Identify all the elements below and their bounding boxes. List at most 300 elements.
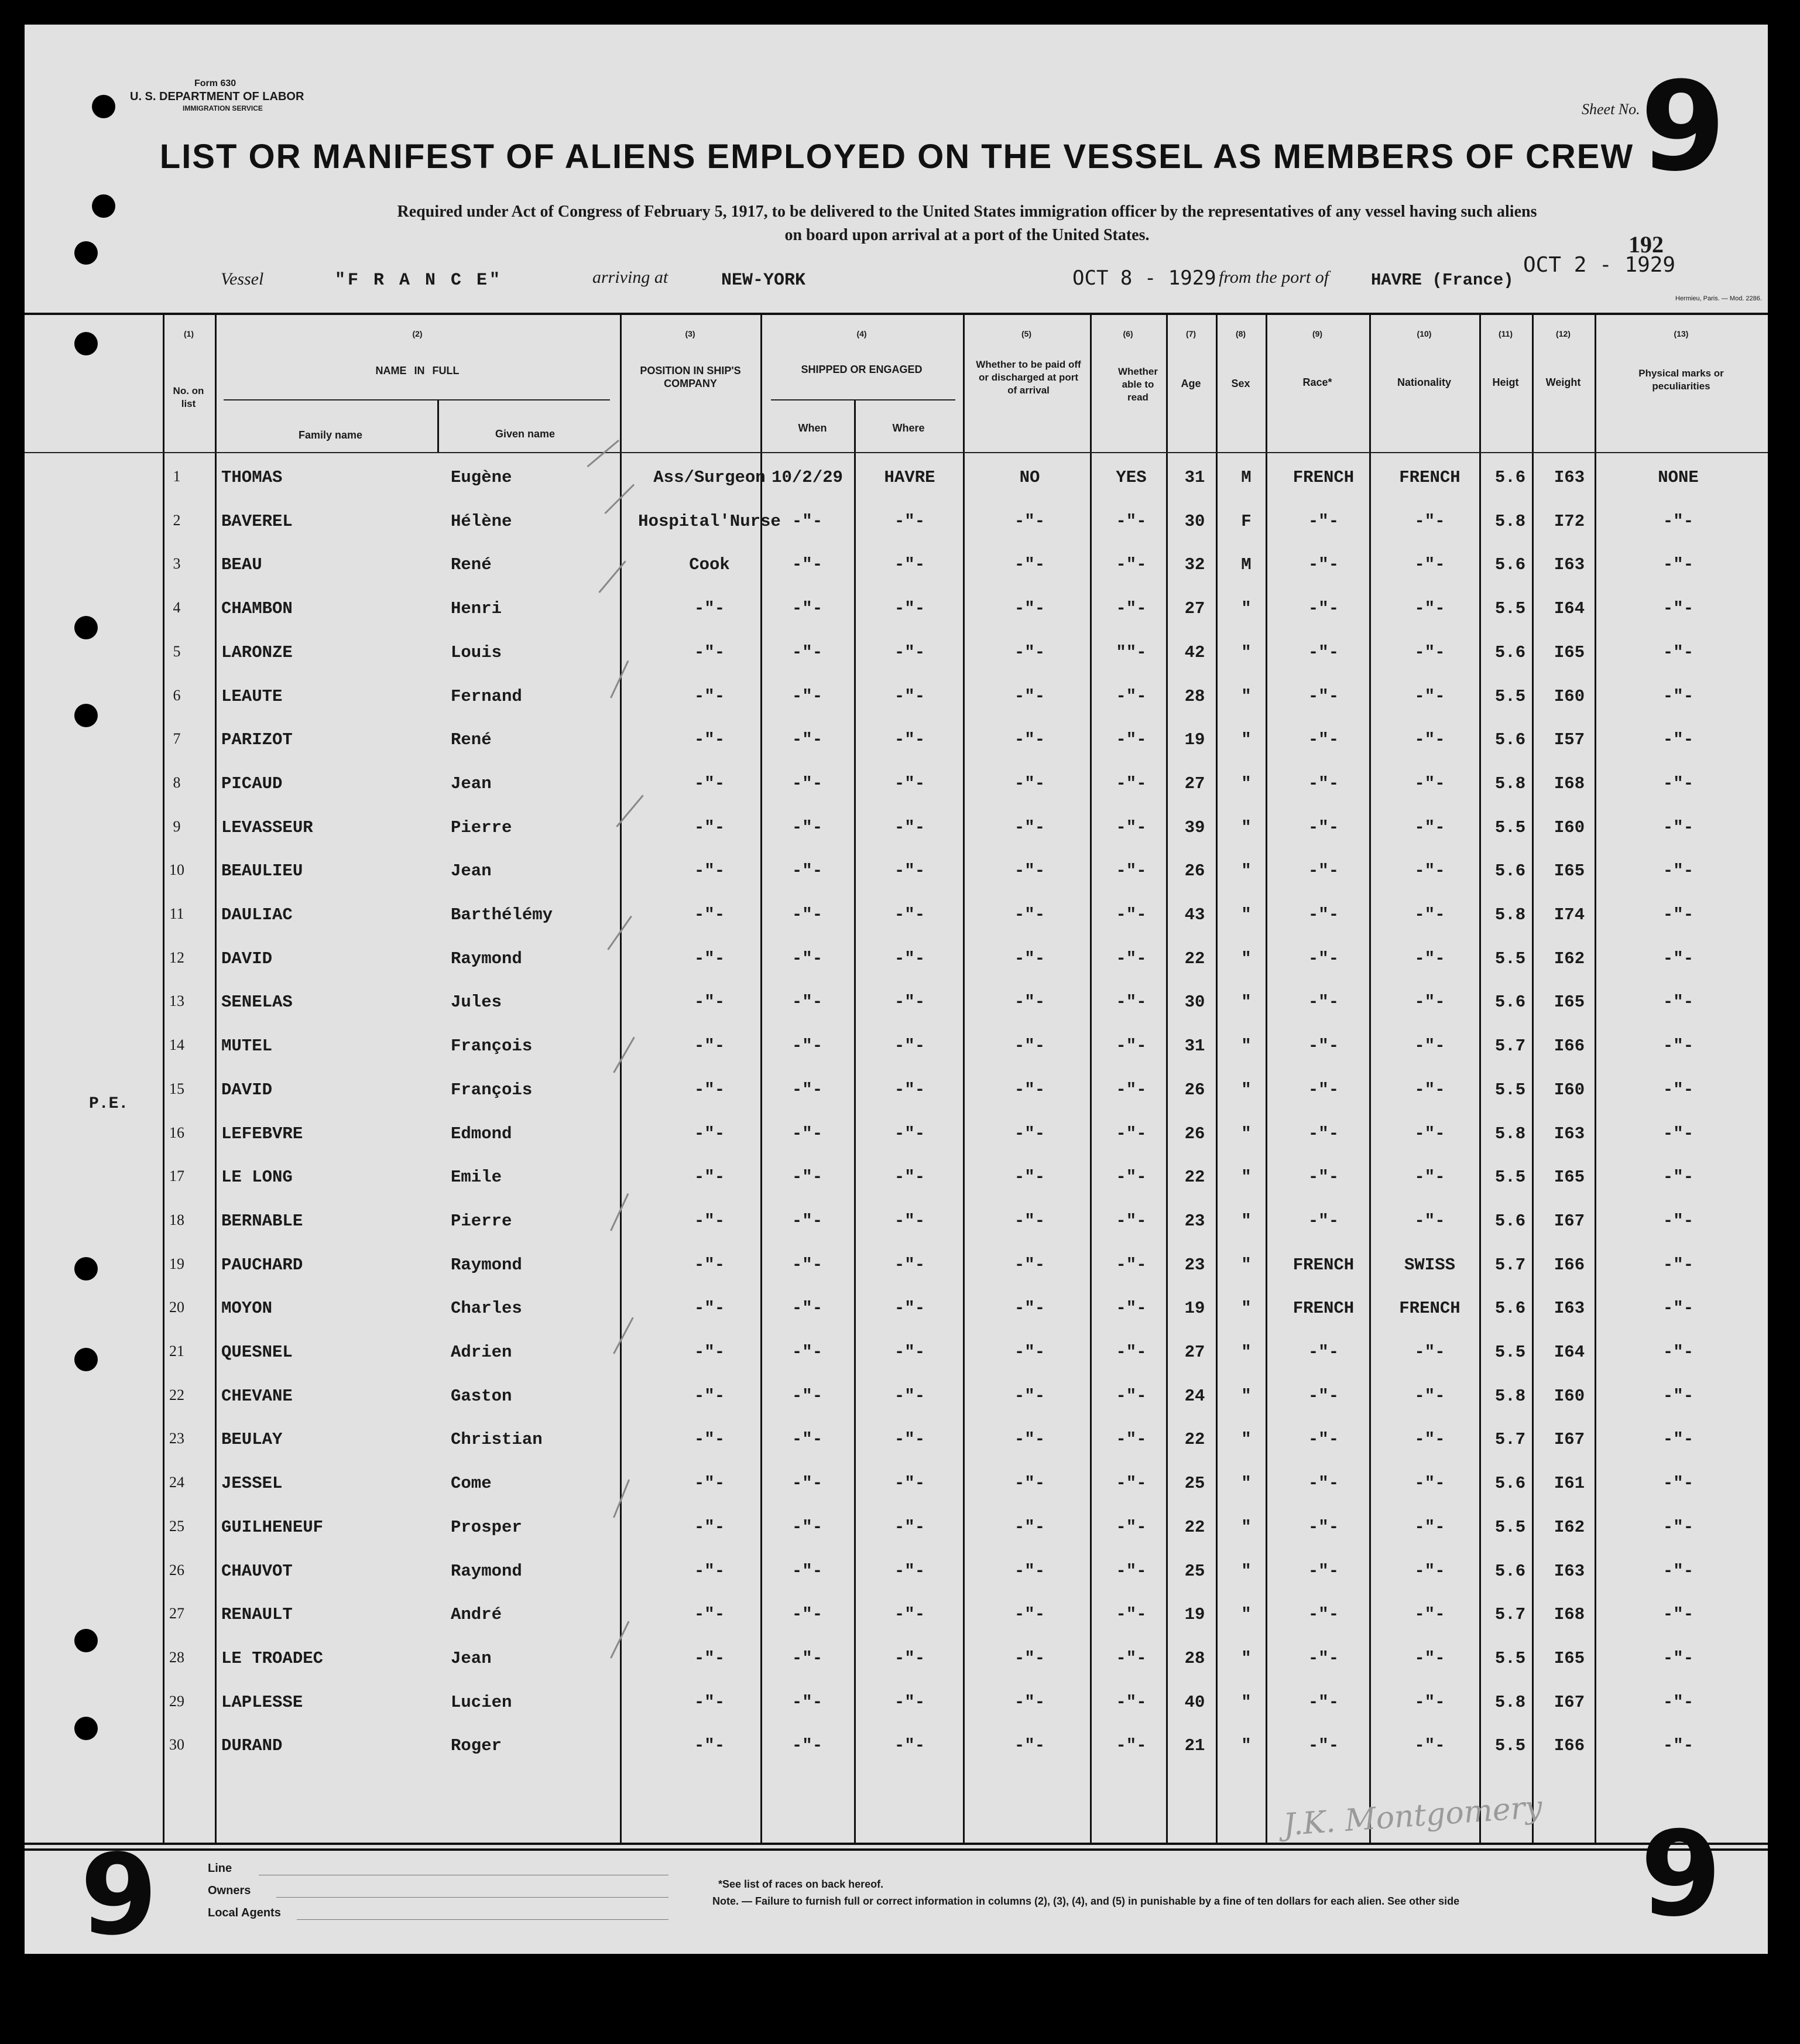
sex-cell: " bbox=[1241, 730, 1252, 750]
able-to-read-cell: -"- bbox=[1116, 773, 1147, 793]
paid-off-cell: -"- bbox=[1014, 1167, 1045, 1187]
from-port: HAVRE (France) bbox=[1371, 271, 1514, 290]
shipped-when-cell: -"- bbox=[791, 555, 823, 575]
race-cell: -"- bbox=[1308, 1386, 1339, 1406]
given-name-cell: Henri bbox=[451, 599, 502, 619]
weight-cell: I63 bbox=[1554, 1561, 1585, 1581]
table-row bbox=[25, 1430, 1768, 1473]
row-number-cell: 2 bbox=[173, 511, 181, 529]
position-cell: -"- bbox=[694, 1255, 725, 1275]
able-to-read-cell: -"- bbox=[1116, 949, 1147, 968]
race-cell: -"- bbox=[1308, 1167, 1339, 1187]
paid-off-cell: -"- bbox=[1014, 817, 1045, 837]
given-name-cell: Jean bbox=[451, 1648, 492, 1668]
physical-marks-cell: -"- bbox=[1662, 1736, 1694, 1756]
shipped-when-cell: -"- bbox=[791, 1605, 823, 1625]
given-name-cell: Jean bbox=[451, 861, 492, 881]
able-to-read-cell: -"- bbox=[1116, 1080, 1147, 1100]
position-cell: Cook bbox=[689, 555, 730, 575]
shipped-when-cell: -"- bbox=[791, 1211, 823, 1231]
row-number-cell: 24 bbox=[169, 1474, 184, 1491]
paid-off-cell: -"- bbox=[1014, 1430, 1045, 1450]
race-cell: -"- bbox=[1308, 599, 1339, 619]
weight-cell: I61 bbox=[1554, 1474, 1585, 1494]
shipped-when-cell: -"- bbox=[791, 773, 823, 793]
age-cell: 26 bbox=[1184, 1080, 1205, 1100]
weight-cell: I66 bbox=[1554, 1736, 1585, 1756]
nationality-cell: -"- bbox=[1414, 730, 1445, 750]
given-name-cell: Edmond bbox=[451, 1124, 512, 1143]
family-name-cell: LE TROADEC bbox=[221, 1648, 324, 1668]
physical-marks-cell: -"- bbox=[1662, 1430, 1694, 1450]
able-to-read-cell: -"- bbox=[1116, 817, 1147, 837]
shipped-where-cell: -"- bbox=[894, 1124, 925, 1143]
row-number-cell: 10 bbox=[169, 861, 184, 879]
race-cell: -"- bbox=[1308, 555, 1339, 575]
weight-cell: I65 bbox=[1554, 1167, 1585, 1187]
physical-marks-cell: -"- bbox=[1662, 1080, 1694, 1100]
row-number-cell: 17 bbox=[169, 1167, 184, 1185]
header-rule bbox=[224, 399, 610, 400]
height-cell: 5.6 bbox=[1494, 1561, 1526, 1581]
margin-note: P.E. bbox=[89, 1095, 129, 1113]
given-name-cell: Eugène bbox=[451, 468, 512, 487]
nationality-cell: -"- bbox=[1414, 1124, 1445, 1143]
shipped-where-cell: -"- bbox=[894, 1167, 925, 1187]
form-number: Form 630 bbox=[194, 78, 236, 88]
row-number-cell: 6 bbox=[173, 686, 181, 704]
paid-off-cell: -"- bbox=[1014, 1299, 1045, 1319]
able-to-read-cell: -"- bbox=[1116, 1255, 1147, 1275]
row-number-cell: 3 bbox=[173, 555, 181, 573]
row-number-cell: 14 bbox=[169, 1036, 184, 1054]
header-rule bbox=[163, 452, 1768, 453]
nationality-cell: -"- bbox=[1414, 773, 1445, 793]
paid-off-cell: -"- bbox=[1014, 599, 1045, 619]
given-name-cell: René bbox=[451, 555, 492, 575]
physical-marks-cell: -"- bbox=[1662, 1343, 1694, 1362]
able-to-read-cell: -"- bbox=[1116, 905, 1147, 925]
col-num-7: (7) bbox=[1185, 329, 1196, 338]
height-cell: 5.6 bbox=[1494, 555, 1526, 575]
given-name-cell: François bbox=[451, 1080, 533, 1100]
age-cell: 24 bbox=[1184, 1386, 1205, 1406]
paid-off-cell: -"- bbox=[1014, 1386, 1045, 1406]
table-row bbox=[25, 1167, 1768, 1211]
height-cell: 5.8 bbox=[1494, 1124, 1526, 1143]
physical-marks-cell: -"- bbox=[1662, 949, 1694, 968]
position-cell: -"- bbox=[694, 1736, 725, 1756]
shipped-where-cell: -"- bbox=[894, 949, 925, 968]
table-row bbox=[25, 1080, 1768, 1124]
physical-marks-cell: -"- bbox=[1662, 1692, 1694, 1712]
arriving-label: arriving at bbox=[592, 268, 668, 287]
family-name-cell: LAPLESSE bbox=[221, 1692, 303, 1712]
weight-cell: I65 bbox=[1554, 642, 1585, 662]
able-to-read-cell: -"- bbox=[1116, 599, 1147, 619]
height-cell: 5.6 bbox=[1494, 992, 1526, 1012]
sex-cell: " bbox=[1241, 1517, 1252, 1537]
binder-hole bbox=[74, 332, 98, 355]
race-cell: -"- bbox=[1308, 686, 1339, 706]
shipped-where-cell: -"- bbox=[894, 1430, 925, 1450]
able-to-read-cell: -"- bbox=[1116, 1561, 1147, 1581]
shipped-when-cell: -"- bbox=[791, 730, 823, 750]
height-cell: 5.6 bbox=[1494, 1299, 1526, 1319]
table-row bbox=[25, 512, 1768, 555]
weight-cell: I67 bbox=[1554, 1430, 1585, 1450]
table-row bbox=[25, 1343, 1768, 1386]
col-num-13: (13) bbox=[1674, 329, 1689, 338]
shipped-where-cell: -"- bbox=[894, 1648, 925, 1668]
sex-cell: " bbox=[1241, 599, 1252, 619]
paid-off-cell: -"- bbox=[1014, 1124, 1045, 1143]
nationality-cell: FRENCH bbox=[1399, 1299, 1460, 1319]
paid-off-cell: -"- bbox=[1014, 1211, 1045, 1231]
shipped-when-cell: -"- bbox=[791, 642, 823, 662]
family-name-cell: BAVEREL bbox=[221, 511, 293, 531]
shipped-when-cell: -"- bbox=[791, 1036, 823, 1056]
family-name-cell: PARIZOT bbox=[221, 730, 293, 750]
table-row bbox=[25, 1255, 1768, 1299]
col-num-6: (6) bbox=[1123, 329, 1133, 338]
nationality-cell: -"- bbox=[1414, 1430, 1445, 1450]
nationality-cell: -"- bbox=[1414, 511, 1445, 531]
weight-cell: I60 bbox=[1554, 1386, 1585, 1406]
nationality-cell: -"- bbox=[1414, 1517, 1445, 1537]
race-cell: -"- bbox=[1308, 642, 1339, 662]
row-number-cell: 21 bbox=[169, 1343, 184, 1360]
nationality-cell: -"- bbox=[1414, 1167, 1445, 1187]
col-num-11: (11) bbox=[1498, 329, 1513, 338]
age-cell: 19 bbox=[1184, 730, 1205, 750]
col-num-10: (10) bbox=[1417, 329, 1432, 338]
given-name-cell: André bbox=[451, 1605, 502, 1625]
able-to-read-cell: -"- bbox=[1116, 1605, 1147, 1625]
physical-marks-cell: -"- bbox=[1662, 730, 1694, 750]
position-cell: -"- bbox=[694, 1474, 725, 1494]
given-name-cell: Prosper bbox=[451, 1517, 522, 1537]
given-name-cell: Adrien bbox=[451, 1343, 512, 1362]
age-cell: 22 bbox=[1184, 949, 1205, 968]
race-cell: -"- bbox=[1308, 1736, 1339, 1756]
nationality-cell: -"- bbox=[1414, 817, 1445, 837]
age-cell: 30 bbox=[1184, 511, 1205, 531]
col-num-12: (12) bbox=[1556, 329, 1571, 338]
col-head-read: Whether able to read bbox=[1118, 366, 1158, 403]
paid-off-cell: -"- bbox=[1014, 1648, 1045, 1668]
departure-date-stamp: OCT 2 - 1929 bbox=[1523, 253, 1676, 277]
physical-marks-cell: -"- bbox=[1662, 599, 1694, 619]
row-number-cell: 5 bbox=[173, 642, 181, 660]
table-row bbox=[25, 1211, 1768, 1255]
position-cell: -"- bbox=[694, 1211, 725, 1231]
height-cell: 5.5 bbox=[1494, 1167, 1526, 1187]
weight-cell: I66 bbox=[1554, 1036, 1585, 1056]
nationality-cell: -"- bbox=[1414, 861, 1445, 881]
shipped-where-cell: HAVRE bbox=[884, 468, 935, 487]
table-row bbox=[25, 1036, 1768, 1080]
age-cell: 23 bbox=[1184, 1255, 1205, 1275]
given-name-cell: Jules bbox=[451, 992, 502, 1012]
nationality-cell: -"- bbox=[1414, 1386, 1445, 1406]
nationality-cell: -"- bbox=[1414, 1036, 1445, 1056]
race-cell: FRENCH bbox=[1292, 1299, 1355, 1319]
row-number-cell: 18 bbox=[169, 1211, 184, 1228]
shipped-when-cell: -"- bbox=[791, 1474, 823, 1494]
shipped-when-cell: -"- bbox=[791, 1167, 823, 1187]
footer-agents-rule bbox=[297, 1919, 668, 1920]
year-print: 192 bbox=[1628, 231, 1664, 258]
family-name-cell: GUILHENEUF bbox=[221, 1517, 324, 1537]
family-name-cell: RENAULT bbox=[221, 1605, 293, 1625]
shipped-where-cell: -"- bbox=[894, 1736, 925, 1756]
physical-marks-cell: -"- bbox=[1662, 1605, 1694, 1625]
shipped-when-cell: -"- bbox=[791, 686, 823, 706]
table-row bbox=[25, 861, 1768, 905]
weight-cell: I60 bbox=[1554, 1080, 1585, 1100]
sheet-label: Sheet No. bbox=[1582, 101, 1640, 118]
age-cell: 19 bbox=[1184, 1605, 1205, 1625]
height-cell: 5.6 bbox=[1494, 642, 1526, 662]
sex-cell: " bbox=[1241, 1474, 1252, 1494]
age-cell: 19 bbox=[1184, 1299, 1205, 1319]
nationality-cell: -"- bbox=[1414, 599, 1445, 619]
sex-cell: " bbox=[1241, 1255, 1252, 1275]
given-name-cell: Raymond bbox=[451, 1255, 522, 1275]
family-name-cell: CHAUVOT bbox=[221, 1561, 293, 1581]
paid-off-cell: -"- bbox=[1014, 1517, 1045, 1537]
physical-marks-cell: -"- bbox=[1662, 511, 1694, 531]
nationality-cell: -"- bbox=[1414, 1343, 1445, 1362]
weight-cell: I66 bbox=[1554, 1255, 1585, 1275]
shipped-where-cell: -"- bbox=[894, 861, 925, 881]
age-cell: 28 bbox=[1184, 1648, 1205, 1668]
able-to-read-cell: -"- bbox=[1116, 1517, 1147, 1537]
sex-cell: " bbox=[1241, 817, 1252, 837]
table-row bbox=[25, 949, 1768, 992]
col-head-position: POSITION IN SHIP'S COMPANY bbox=[640, 365, 741, 389]
physical-marks-cell: -"- bbox=[1662, 1255, 1694, 1275]
sheet-number-bottom-left: 9 bbox=[80, 1830, 158, 1960]
nationality-cell: -"- bbox=[1414, 1648, 1445, 1668]
given-name-cell: Hélène bbox=[451, 511, 512, 531]
able-to-read-cell: -"- bbox=[1116, 1211, 1147, 1231]
col-head-when: When bbox=[798, 422, 827, 434]
row-number-cell: 12 bbox=[169, 949, 184, 966]
sex-cell: " bbox=[1241, 686, 1252, 706]
family-name-cell: QUESNEL bbox=[221, 1343, 293, 1362]
sheet-number-bottom-right: 9 bbox=[1640, 1806, 1722, 1943]
col-num-2: (2) bbox=[412, 329, 423, 338]
weight-cell: I62 bbox=[1554, 1517, 1585, 1537]
age-cell: 40 bbox=[1184, 1692, 1205, 1712]
height-cell: 5.7 bbox=[1494, 1605, 1526, 1625]
binder-hole bbox=[74, 241, 98, 265]
weight-cell: I63 bbox=[1554, 468, 1585, 487]
race-cell: -"- bbox=[1308, 1605, 1339, 1625]
family-name-cell: LE LONG bbox=[221, 1167, 293, 1187]
shipped-when-cell: -"- bbox=[791, 817, 823, 837]
position-cell: -"- bbox=[694, 1343, 725, 1362]
nationality-cell: FRENCH bbox=[1399, 468, 1460, 487]
family-name-cell: DAULIAC bbox=[221, 905, 293, 925]
age-cell: 27 bbox=[1184, 599, 1205, 619]
height-cell: 5.5 bbox=[1494, 686, 1526, 706]
family-name-cell: MOYON bbox=[221, 1299, 273, 1319]
nationality-cell: -"- bbox=[1414, 1211, 1445, 1231]
paid-off-cell: -"- bbox=[1014, 1036, 1045, 1056]
weight-cell: I60 bbox=[1554, 686, 1585, 706]
manifest-sheet bbox=[25, 25, 1768, 1960]
race-cell: FRENCH bbox=[1292, 468, 1355, 487]
header-rule bbox=[771, 399, 955, 400]
able-to-read-cell: -"- bbox=[1116, 730, 1147, 750]
family-name-cell: BEULAY bbox=[221, 1430, 283, 1450]
sex-cell: " bbox=[1241, 1386, 1252, 1406]
height-cell: 5.6 bbox=[1494, 861, 1526, 881]
position-cell: -"- bbox=[694, 1692, 725, 1712]
position-cell: -"- bbox=[694, 1080, 725, 1100]
able-to-read-cell: -"- bbox=[1116, 1692, 1147, 1712]
physical-marks-cell: NONE bbox=[1658, 468, 1699, 487]
height-cell: 5.8 bbox=[1494, 905, 1526, 925]
height-cell: 5.8 bbox=[1494, 773, 1526, 793]
check-mark bbox=[587, 440, 620, 467]
position-cell: -"- bbox=[694, 1561, 725, 1581]
shipped-when-cell: -"- bbox=[791, 1299, 823, 1319]
shipped-when-cell: -"- bbox=[791, 1648, 823, 1668]
family-name-cell: DAVID bbox=[221, 1080, 273, 1100]
table-row bbox=[25, 818, 1768, 861]
paid-off-cell: -"- bbox=[1014, 1692, 1045, 1712]
row-number-cell: 22 bbox=[169, 1386, 184, 1403]
race-cell: -"- bbox=[1308, 511, 1339, 531]
weight-cell: I63 bbox=[1554, 1299, 1585, 1319]
shipped-when-cell: -"- bbox=[791, 599, 823, 619]
sex-cell: " bbox=[1241, 773, 1252, 793]
physical-marks-cell: -"- bbox=[1662, 992, 1694, 1012]
col-head-name: NAME IN FULL bbox=[375, 365, 460, 376]
col-num-9: (9) bbox=[1312, 329, 1323, 338]
height-cell: 5.7 bbox=[1494, 1036, 1526, 1056]
physical-marks-cell: -"- bbox=[1662, 642, 1694, 662]
nationality-cell: -"- bbox=[1414, 949, 1445, 968]
physical-marks-cell: -"- bbox=[1662, 555, 1694, 575]
able-to-read-cell: -"- bbox=[1116, 1343, 1147, 1362]
position-cell: -"- bbox=[694, 1605, 725, 1625]
physical-marks-cell: -"- bbox=[1662, 861, 1694, 881]
age-cell: 21 bbox=[1184, 1736, 1205, 1756]
shipped-where-cell: -"- bbox=[894, 1692, 925, 1712]
race-cell: FRENCH bbox=[1292, 1255, 1355, 1275]
family-name-cell: DAVID bbox=[221, 949, 273, 968]
race-cell: -"- bbox=[1308, 1561, 1339, 1581]
sex-cell: " bbox=[1241, 1561, 1252, 1581]
vessel-label: Vessel bbox=[221, 269, 264, 289]
age-cell: 42 bbox=[1184, 642, 1205, 662]
shipped-when-cell: -"- bbox=[791, 1692, 823, 1712]
table-row bbox=[25, 774, 1768, 817]
weight-cell: I63 bbox=[1554, 1124, 1585, 1143]
shipped-when-cell: -"- bbox=[791, 949, 823, 968]
row-number-cell: 13 bbox=[169, 992, 184, 1010]
age-cell: 30 bbox=[1184, 992, 1205, 1012]
able-to-read-cell: -"- bbox=[1116, 1474, 1147, 1494]
paid-off-cell: -"- bbox=[1014, 1561, 1045, 1581]
sex-cell: " bbox=[1241, 1736, 1252, 1756]
row-number-cell: 7 bbox=[173, 730, 181, 748]
sex-cell: " bbox=[1241, 992, 1252, 1012]
given-name-cell: Christian bbox=[451, 1430, 543, 1450]
footer-agents-label: Local Agents bbox=[208, 1906, 281, 1919]
col-num-3: (3) bbox=[685, 329, 695, 338]
shipped-where-cell: -"- bbox=[894, 773, 925, 793]
shipped-when-cell: -"- bbox=[791, 511, 823, 531]
race-cell: -"- bbox=[1308, 949, 1339, 968]
paid-off-cell: -"- bbox=[1014, 1605, 1045, 1625]
family-name-cell: LARONZE bbox=[221, 642, 293, 662]
weight-cell: I65 bbox=[1554, 861, 1585, 881]
sex-cell: " bbox=[1241, 1430, 1252, 1450]
table-bottom-rule-2 bbox=[25, 1848, 1768, 1851]
family-name-cell: BEAU bbox=[221, 555, 262, 575]
shipped-where-cell: -"- bbox=[894, 992, 925, 1012]
col-head-marks: Physical marks or peculiarities bbox=[1638, 368, 1724, 392]
shipped-when-cell: 10/2/29 bbox=[772, 468, 843, 487]
table-top-rule bbox=[25, 313, 1768, 315]
shipped-where-cell: -"- bbox=[894, 599, 925, 619]
position-cell: -"- bbox=[694, 1124, 725, 1143]
able-to-read-cell: -"- bbox=[1116, 992, 1147, 1012]
age-cell: 26 bbox=[1184, 1124, 1205, 1143]
weight-cell: I68 bbox=[1554, 1605, 1585, 1625]
printer-mark: Hermieu, Paris. — Mod. 2286. bbox=[1675, 295, 1762, 302]
paid-off-cell: -"- bbox=[1014, 642, 1045, 662]
nationality-cell: -"- bbox=[1414, 1561, 1445, 1581]
shipped-where-cell: -"- bbox=[894, 1080, 925, 1100]
row-number-cell: 8 bbox=[173, 773, 181, 791]
table-row bbox=[25, 687, 1768, 730]
able-to-read-cell: YES bbox=[1116, 468, 1147, 487]
family-name-cell: JESSEL bbox=[221, 1474, 283, 1494]
sex-cell: " bbox=[1241, 1124, 1252, 1143]
age-cell: 31 bbox=[1184, 1036, 1205, 1056]
age-cell: 25 bbox=[1184, 1474, 1205, 1494]
weight-cell: I68 bbox=[1554, 773, 1585, 793]
given-name-cell: Louis bbox=[451, 642, 502, 662]
able-to-read-cell: -"- bbox=[1116, 1036, 1147, 1056]
shipped-when-cell: -"- bbox=[791, 992, 823, 1012]
col-head-where: Where bbox=[892, 422, 925, 434]
table-row bbox=[25, 1562, 1768, 1605]
age-cell: 22 bbox=[1184, 1167, 1205, 1187]
position-cell: -"- bbox=[694, 817, 725, 837]
nationality-cell: SWISS bbox=[1404, 1255, 1455, 1275]
weight-cell: I64 bbox=[1554, 599, 1585, 619]
weight-cell: I63 bbox=[1554, 555, 1585, 575]
table-row bbox=[25, 1474, 1768, 1517]
col-head-no: No. on list bbox=[173, 385, 204, 409]
family-name-cell: DURAND bbox=[221, 1736, 283, 1756]
paid-off-cell: -"- bbox=[1014, 861, 1045, 881]
row-number-cell: 25 bbox=[169, 1517, 184, 1535]
table-row bbox=[25, 1518, 1768, 1561]
nationality-cell: -"- bbox=[1414, 905, 1445, 925]
shipped-where-cell: -"- bbox=[894, 555, 925, 575]
sex-cell: " bbox=[1241, 1036, 1252, 1056]
shipped-where-cell: -"- bbox=[894, 1605, 925, 1625]
